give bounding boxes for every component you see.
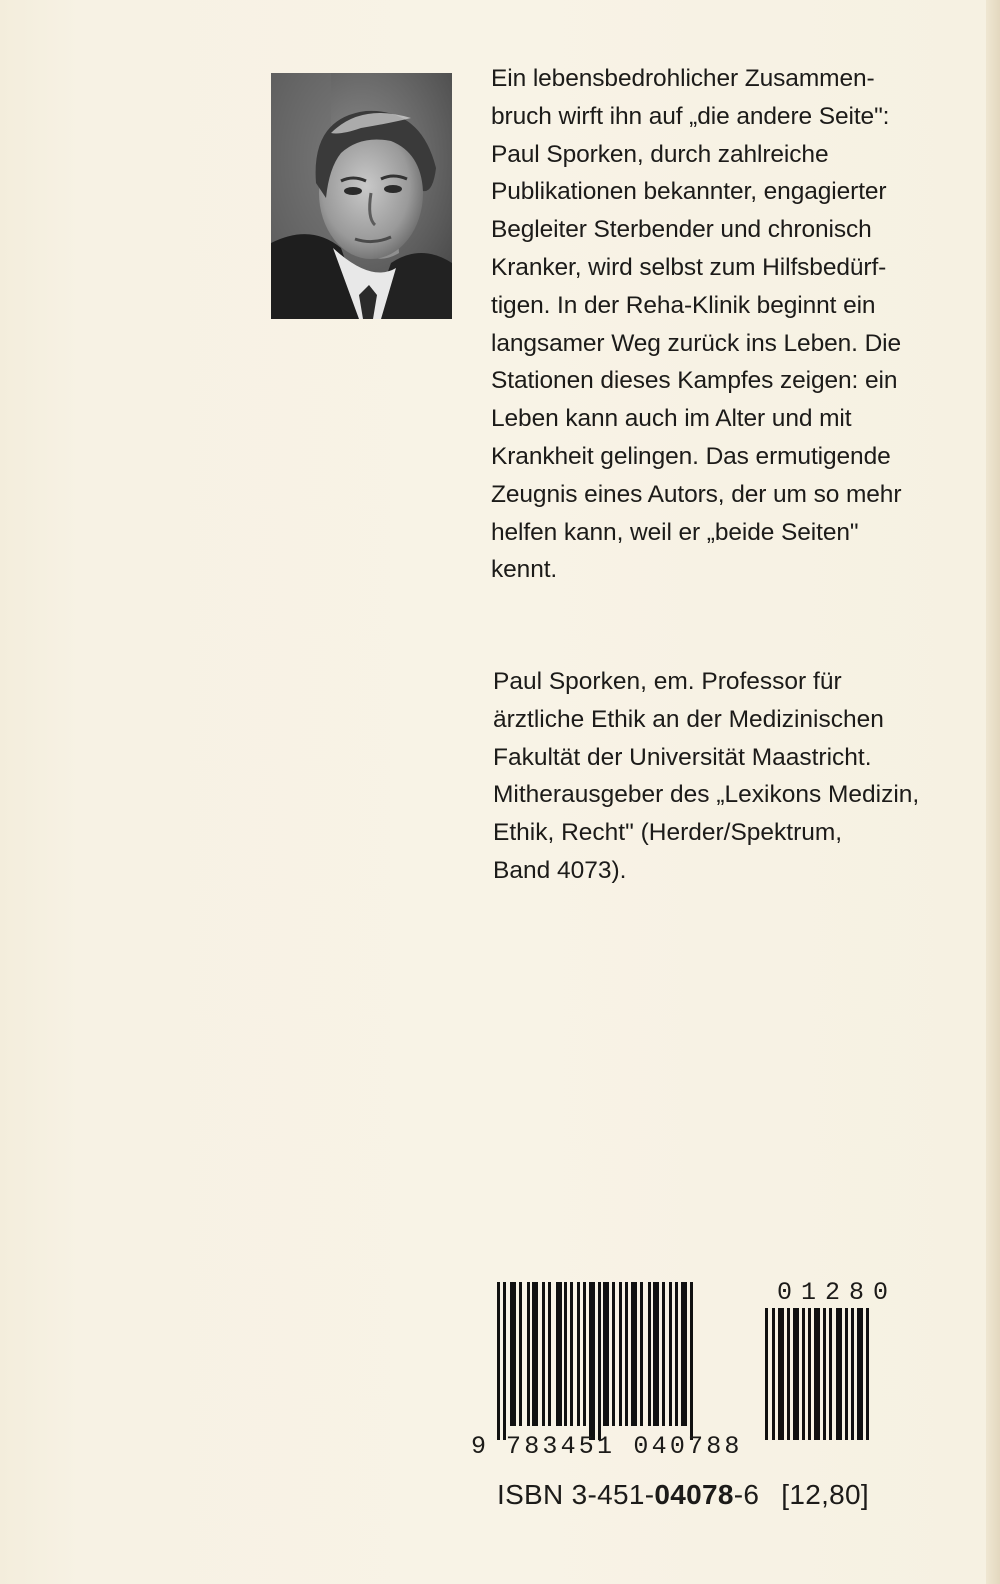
barcode-bar [778, 1308, 784, 1440]
isbn-suffix: -6 [733, 1479, 760, 1510]
barcode-bar [519, 1282, 522, 1426]
barcode-bar [527, 1282, 530, 1426]
isbn-prefix: ISBN 3-451- [497, 1479, 655, 1510]
bio-line: Paul Sporken, em. Professor für [493, 668, 842, 695]
bio-line: Mitherausgeber des „Lexikons Medizin, [493, 781, 920, 809]
barcode-bar [669, 1282, 672, 1426]
barcode-bar [765, 1308, 768, 1440]
blurb-line: Kranker, wird selbst zum Hilfsbedürf- [491, 253, 887, 281]
barcode-bar [503, 1282, 506, 1440]
barcode-bar [772, 1308, 775, 1440]
blurb-line: Ein lebensbedrohlicher Zusammen- [491, 65, 875, 92]
barcode-bar [548, 1282, 551, 1426]
blurb-line: Zeugnis eines Autors, der um so mehr [491, 480, 902, 508]
barcode-bar [653, 1282, 659, 1426]
author-portrait-icon [271, 73, 452, 319]
ean-barcode-bars [497, 1282, 747, 1440]
barcode-bar [631, 1282, 637, 1426]
barcode-bar [612, 1282, 615, 1426]
author-photo [271, 73, 452, 319]
barcode-bar [603, 1282, 609, 1426]
barcode-bar [690, 1282, 693, 1440]
bio-line: Fakultät der Universität Maastricht. [493, 743, 872, 771]
barcode-bar [836, 1308, 842, 1440]
barcode [471, 1278, 898, 1482]
cover-edge [986, 0, 1000, 1584]
blurb-line: Leben kann auch im Alter und mit [491, 405, 852, 433]
barcode-bar [532, 1282, 538, 1426]
blurb-line: bruch wirft ihn auf „die andere Seite": [491, 102, 890, 130]
barcode-bar [570, 1282, 573, 1426]
barcode-bar [619, 1282, 622, 1426]
barcode-bar [814, 1308, 820, 1440]
barcode-lead-digit: 9 [471, 1432, 489, 1461]
blurb-line: langsamer Weg zurück ins Leben. Die [491, 329, 902, 357]
barcode-bar [577, 1282, 580, 1426]
barcode-bar [802, 1308, 805, 1440]
barcode-bar [845, 1308, 848, 1440]
blurb-line: kennt. [491, 556, 558, 584]
barcode-bar [648, 1282, 651, 1426]
barcode-bar [857, 1308, 863, 1440]
author-bio [493, 663, 933, 890]
isbn-line [497, 1479, 869, 1511]
bio-line: Ethik, Recht" (Herder/Spektrum, [493, 819, 843, 847]
blurb-line: Paul Sporken, durch zahlreiche [491, 140, 829, 168]
barcode-bar [542, 1282, 545, 1426]
barcode-bar [583, 1282, 586, 1426]
barcode-bar [675, 1282, 678, 1426]
barcode-bar [662, 1282, 665, 1426]
blurb-line: helfen kann, weil er „beide Seiten" [491, 518, 859, 546]
barcode-bar [598, 1282, 601, 1440]
barcode-bar [793, 1308, 799, 1440]
barcode-bar [556, 1282, 562, 1426]
barcode-bar [823, 1308, 826, 1440]
barcode-bar [787, 1308, 790, 1440]
barcode-bar [681, 1282, 687, 1426]
blurb-line: Krankheit gelingen. Das ermutigende [491, 442, 891, 470]
barcode-bar [808, 1308, 811, 1440]
bio-line: Band 4073). [493, 856, 627, 884]
blurb-line: tigen. In der Reha-Klinik beginnt ein [491, 291, 876, 319]
addon-barcode-bars [765, 1308, 889, 1440]
barcode-bar [497, 1282, 500, 1440]
blurb-line: Publikationen bekannter, engagierter [491, 178, 887, 206]
bio-line: ärztliche Ethik an der Medizinischen [493, 705, 884, 733]
barcode-digits: 783451 040788 [506, 1432, 743, 1461]
barcode-bar [851, 1308, 854, 1440]
isbn-bold-part: 04078 [654, 1479, 734, 1510]
barcode-bar [640, 1282, 643, 1426]
barcode-bar [510, 1282, 516, 1426]
blurb-line: Stationen dieses Kampfes zeigen: ein [491, 367, 898, 395]
barcode-addon-digits: 01280 [777, 1278, 898, 1307]
blurb-text [491, 60, 931, 589]
barcode-bar [625, 1282, 628, 1426]
barcode-bar [589, 1282, 595, 1440]
barcode-bar [829, 1308, 832, 1440]
barcode-bar [564, 1282, 567, 1426]
barcode-bar [866, 1308, 869, 1440]
price: [12,80] [781, 1479, 869, 1510]
blurb-line: Begleiter Sterbender und chronisch [491, 216, 872, 244]
